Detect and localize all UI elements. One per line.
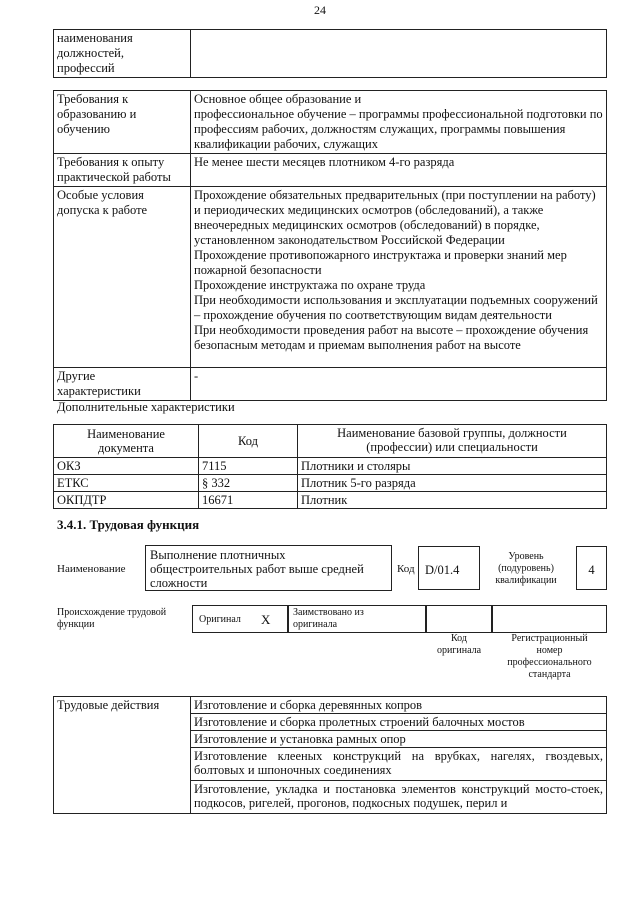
level-value-box: 4 <box>576 546 607 590</box>
table-row <box>54 187 607 368</box>
top-table-label: наименования должностей, профессий <box>54 30 191 78</box>
page-number: 24 <box>314 3 326 17</box>
other-value: - <box>191 368 607 401</box>
code-original-cell <box>426 605 492 633</box>
cell-doc: ОКЗ <box>54 458 199 475</box>
table-row <box>54 475 607 492</box>
cell-code: § 332 <box>199 475 298 492</box>
special-conditions-value: Прохождение обязательных предварительных (при поступлении на работу) и периодических медицинских осмотров (обследований), а также внеочередных медицинских осмотров (обследований) в порядке, установленном законодательством Российской Федерации Прохождение противопожарного инструктажа и проверки знаний мер пожарной безопасности Прохождение инструктажа по охране труда При необходимости использования и эксплуатации подъемных сооружений – прохождение обучения по соответствующим видам деятельности При необходимости проведения работ на высоте – прохождение обучения безопасным методам и приемам выполнения работ на высоте <box>191 187 607 368</box>
table-row <box>54 91 607 154</box>
cell-name: Плотники и столяры <box>298 458 607 475</box>
additional-table <box>53 424 607 509</box>
borrowed-cell: Заимствовано из оригинала <box>288 605 426 633</box>
table-header-row <box>54 425 607 458</box>
experience-label: Требования к опыту практической работы <box>54 154 191 187</box>
cell-code: 7115 <box>199 458 298 475</box>
original-cell <box>192 605 288 633</box>
table-row <box>54 697 607 714</box>
cell-doc: ОКПДТР <box>54 492 199 509</box>
code-original-caption: Код оригинала <box>436 633 482 656</box>
special-conditions-label: Особые условия допуска к работе <box>54 187 191 368</box>
labor-actions-table <box>53 696 607 814</box>
cell-name: Плотник <box>298 492 607 509</box>
original-label: Оригинал <box>199 614 241 625</box>
function-heading: 3.4.1. Трудовая функция <box>57 517 200 532</box>
header-document: Наименование документа <box>54 425 199 458</box>
origin-label: Происхождение трудовой функции <box>57 607 167 630</box>
function-name-box: Выполнение плотничных общестроительных работ выше средней сложности <box>145 545 392 591</box>
header-code: Код <box>199 425 298 458</box>
original-mark: X <box>261 612 271 627</box>
table-row <box>54 368 607 401</box>
experience-value: Не менее шести месяцев плотником 4-го разряда <box>191 154 607 187</box>
reg-number-caption: Регистрационный номер профессионального стандарта <box>507 633 592 680</box>
other-label: Другие характеристики <box>54 368 191 401</box>
function-code-box: D/01.4 <box>418 546 480 590</box>
table-row <box>54 154 607 187</box>
table-row <box>54 458 607 475</box>
reg-number-cell <box>492 605 607 633</box>
top-table-value <box>191 30 607 78</box>
requirements-table <box>53 90 607 401</box>
labor-action-item: Изготовление и установка рамных опор <box>191 731 607 748</box>
header-group: Наименование базовой группы, должности (профессии) или специальности <box>298 425 607 458</box>
code-label: Код <box>397 563 415 575</box>
labor-action-item: Изготовление и сборка деревянных копров <box>191 697 607 714</box>
name-label: Наименование <box>57 563 126 575</box>
labor-action-item: Изготовление клееных конструкций на врубках, нагелях, гвоздевых, болтовых и шпоночных соединениях <box>191 748 607 781</box>
cell-name: Плотник 5-го разряда <box>298 475 607 492</box>
education-value: Основное общее образование и профессиональное обучение – программы профессиональной подготовки по профессиям рабочих, должностям служащих, программы повышения квалификации рабочих, служащих <box>191 91 607 154</box>
table-row <box>54 492 607 509</box>
education-label: Требования к образованию и обучению <box>54 91 191 154</box>
level-label: Уровень (подуровень) квалификации <box>495 551 557 586</box>
labor-action-item: Изготовление, укладка и постановка элементов конструкций мосто-стоек, подкосов, ригелей, прогонов, подкосных подушек, перил и <box>191 781 607 814</box>
additional-heading: Дополнительные характеристики <box>57 400 235 414</box>
labor-actions-label: Трудовые действия <box>54 697 191 814</box>
cell-doc: ЕТКС <box>54 475 199 492</box>
cell-code: 16671 <box>199 492 298 509</box>
top-table <box>53 29 607 78</box>
labor-action-item: Изготовление и сборка пролетных строений балочных мостов <box>191 714 607 731</box>
